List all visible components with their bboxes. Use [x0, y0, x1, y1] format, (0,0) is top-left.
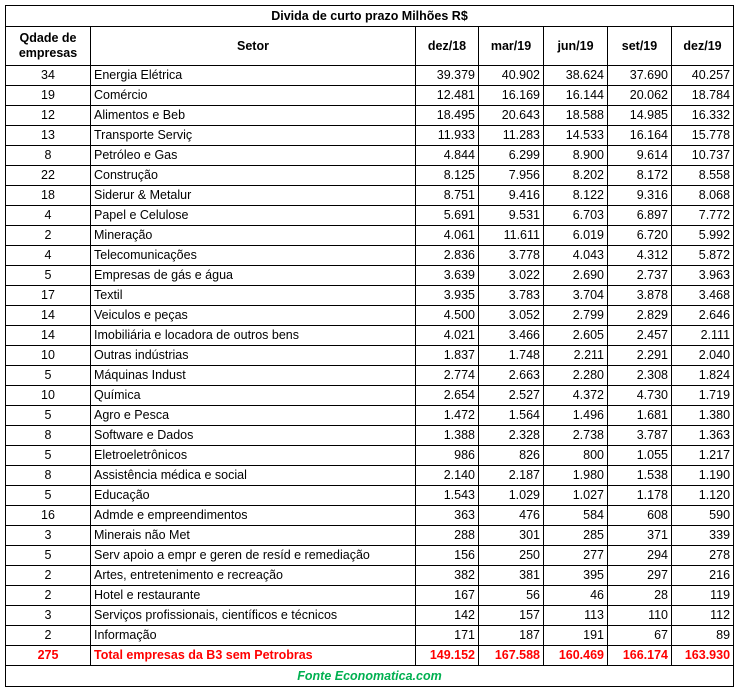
row-value: 986	[416, 446, 479, 466]
row-value: 277	[544, 546, 608, 566]
row-qty: 34	[6, 66, 91, 86]
row-value: 15.778	[672, 126, 734, 146]
row-value: 6.720	[608, 226, 672, 246]
row-qty: 16	[6, 506, 91, 526]
table-row	[6, 526, 734, 546]
row-qty: 13	[6, 126, 91, 146]
header-mar19: mar/19	[479, 27, 544, 66]
row-value: 2.111	[672, 326, 734, 346]
table-row	[6, 426, 734, 446]
row-value: 2.527	[479, 386, 544, 406]
row-value: 584	[544, 506, 608, 526]
row-value: 4.500	[416, 306, 479, 326]
row-value: 1.029	[479, 486, 544, 506]
row-value: 9.614	[608, 146, 672, 166]
table-row	[6, 486, 734, 506]
row-value: 1.564	[479, 406, 544, 426]
row-value: 14.985	[608, 106, 672, 126]
row-qty: 5	[6, 366, 91, 386]
row-value: 297	[608, 566, 672, 586]
row-sector: Hotel e restaurante	[91, 586, 416, 606]
table-row	[6, 626, 734, 646]
table-row	[6, 466, 734, 486]
row-value: 250	[479, 546, 544, 566]
table-row	[6, 286, 734, 306]
row-value: 187	[479, 626, 544, 646]
row-value: 46	[544, 586, 608, 606]
source-note: Fonte Economatica.com	[6, 666, 734, 687]
row-value: 5.872	[672, 246, 734, 266]
row-sector: Assistência médica e social	[91, 466, 416, 486]
row-value: 67	[608, 626, 672, 646]
row-value: 4.043	[544, 246, 608, 266]
row-value: 1.980	[544, 466, 608, 486]
row-sector: Informação	[91, 626, 416, 646]
row-qty: 10	[6, 346, 91, 366]
table-row	[6, 506, 734, 526]
row-value: 38.624	[544, 66, 608, 86]
row-value: 2.738	[544, 426, 608, 446]
row-qty: 12	[6, 106, 91, 126]
row-value: 5.992	[672, 226, 734, 246]
row-value: 4.312	[608, 246, 672, 266]
row-sector: Mineração	[91, 226, 416, 246]
row-value: 18.588	[544, 106, 608, 126]
row-value: 6.019	[544, 226, 608, 246]
row-value: 28	[608, 586, 672, 606]
row-value: 2.654	[416, 386, 479, 406]
row-sector: Educação	[91, 486, 416, 506]
total-row	[6, 646, 734, 666]
row-sector: Admde e empreendimentos	[91, 506, 416, 526]
row-value: 2.211	[544, 346, 608, 366]
row-value: 1.543	[416, 486, 479, 506]
table-row	[6, 306, 734, 326]
row-value: 294	[608, 546, 672, 566]
row-value: 1.027	[544, 486, 608, 506]
row-value: 2.799	[544, 306, 608, 326]
row-value: 18.495	[416, 106, 479, 126]
row-value: 3.468	[672, 286, 734, 306]
row-value: 381	[479, 566, 544, 586]
row-value: 2.280	[544, 366, 608, 386]
row-qty: 4	[6, 206, 91, 226]
total-label: Total empresas da B3 sem Petrobras	[91, 646, 416, 666]
row-value: 156	[416, 546, 479, 566]
header-row	[6, 27, 734, 66]
total-value: 163.930	[672, 646, 734, 666]
header-dez18: dez/18	[416, 27, 479, 66]
row-value: 4.730	[608, 386, 672, 406]
row-qty: 8	[6, 146, 91, 166]
header-setor: Setor	[91, 27, 416, 66]
row-value: 216	[672, 566, 734, 586]
table-title: Divida de curto prazo Milhões R$	[6, 6, 734, 27]
table-row	[6, 446, 734, 466]
row-sector: Empresas de gás e água	[91, 266, 416, 286]
row-value: 1.120	[672, 486, 734, 506]
row-value: 476	[479, 506, 544, 526]
row-value: 112	[672, 606, 734, 626]
row-value: 1.681	[608, 406, 672, 426]
row-sector: Serv apoio a empr e geren de resíd e remediação	[91, 546, 416, 566]
row-qty: 5	[6, 546, 91, 566]
row-value: 1.190	[672, 466, 734, 486]
row-value: 6.299	[479, 146, 544, 166]
row-value: 3.639	[416, 266, 479, 286]
row-value: 2.737	[608, 266, 672, 286]
row-qty: 22	[6, 166, 91, 186]
table-row	[6, 606, 734, 626]
row-sector: Química	[91, 386, 416, 406]
row-value: 37.690	[608, 66, 672, 86]
row-value: 16.144	[544, 86, 608, 106]
row-value: 12.481	[416, 86, 479, 106]
row-qty: 2	[6, 626, 91, 646]
row-value: 3.935	[416, 286, 479, 306]
row-qty: 14	[6, 306, 91, 326]
row-sector: Construção	[91, 166, 416, 186]
row-value: 14.533	[544, 126, 608, 146]
row-sector: Petróleo e Gas	[91, 146, 416, 166]
header-dez19: dez/19	[672, 27, 734, 66]
row-sector: Máquinas Indust	[91, 366, 416, 386]
total-value: 167.588	[479, 646, 544, 666]
row-value: 167	[416, 586, 479, 606]
row-value: 2.140	[416, 466, 479, 486]
row-value: 2.040	[672, 346, 734, 366]
row-value: 3.963	[672, 266, 734, 286]
row-qty: 2	[6, 226, 91, 246]
row-value: 2.291	[608, 346, 672, 366]
row-value: 40.902	[479, 66, 544, 86]
row-value: 1.538	[608, 466, 672, 486]
row-qty: 3	[6, 606, 91, 626]
row-value: 3.778	[479, 246, 544, 266]
row-value: 6.703	[544, 206, 608, 226]
header-set19: set/19	[608, 27, 672, 66]
row-value: 1.837	[416, 346, 479, 366]
row-qty: 19	[6, 86, 91, 106]
row-value: 8.900	[544, 146, 608, 166]
row-value: 301	[479, 526, 544, 546]
row-value: 2.328	[479, 426, 544, 446]
row-value: 11.611	[479, 226, 544, 246]
row-qty: 8	[6, 466, 91, 486]
debt-table	[5, 5, 734, 687]
row-sector: Telecomunicações	[91, 246, 416, 266]
row-value: 4.372	[544, 386, 608, 406]
table-row	[6, 126, 734, 146]
row-qty: 8	[6, 426, 91, 446]
row-value: 278	[672, 546, 734, 566]
row-value: 2.774	[416, 366, 479, 386]
row-value: 7.772	[672, 206, 734, 226]
table-row	[6, 346, 734, 366]
row-sector: Energia Elétrica	[91, 66, 416, 86]
table-row	[6, 146, 734, 166]
row-sector: Textil	[91, 286, 416, 306]
row-value: 4.844	[416, 146, 479, 166]
row-value: 3.466	[479, 326, 544, 346]
table-row	[6, 86, 734, 106]
row-value: 2.457	[608, 326, 672, 346]
row-value: 382	[416, 566, 479, 586]
table-row	[6, 246, 734, 266]
row-qty: 3	[6, 526, 91, 546]
row-value: 142	[416, 606, 479, 626]
row-value: 89	[672, 626, 734, 646]
row-value: 11.933	[416, 126, 479, 146]
row-value: 2.605	[544, 326, 608, 346]
row-qty: 2	[6, 566, 91, 586]
row-value: 339	[672, 526, 734, 546]
row-value: 371	[608, 526, 672, 546]
table-row	[6, 586, 734, 606]
row-value: 800	[544, 446, 608, 466]
row-sector: Papel e Celulose	[91, 206, 416, 226]
row-value: 40.257	[672, 66, 734, 86]
row-value: 171	[416, 626, 479, 646]
row-value: 1.363	[672, 426, 734, 446]
row-value: 8.125	[416, 166, 479, 186]
row-qty: 18	[6, 186, 91, 206]
row-value: 285	[544, 526, 608, 546]
row-value: 113	[544, 606, 608, 626]
row-value: 5.691	[416, 206, 479, 226]
row-value: 1.719	[672, 386, 734, 406]
row-value: 1.055	[608, 446, 672, 466]
row-value: 11.283	[479, 126, 544, 146]
row-value: 2.690	[544, 266, 608, 286]
total-value: 149.152	[416, 646, 479, 666]
row-value: 826	[479, 446, 544, 466]
row-value: 16.164	[608, 126, 672, 146]
table-row	[6, 326, 734, 346]
row-sector: Minerais não Met	[91, 526, 416, 546]
row-value: 590	[672, 506, 734, 526]
row-sector: Agro e Pesca	[91, 406, 416, 426]
row-value: 10.737	[672, 146, 734, 166]
header-jun19: jun/19	[544, 27, 608, 66]
row-value: 20.062	[608, 86, 672, 106]
row-value: 288	[416, 526, 479, 546]
row-qty: 5	[6, 486, 91, 506]
row-value: 3.022	[479, 266, 544, 286]
row-qty: 14	[6, 326, 91, 346]
row-value: 6.897	[608, 206, 672, 226]
row-value: 1.380	[672, 406, 734, 426]
row-qty: 5	[6, 446, 91, 466]
total-value: 166.174	[608, 646, 672, 666]
row-value: 1.824	[672, 366, 734, 386]
row-value: 8.558	[672, 166, 734, 186]
row-value: 1.748	[479, 346, 544, 366]
row-value: 191	[544, 626, 608, 646]
header-qdade: Qdade de empresas	[6, 27, 91, 66]
row-value: 18.784	[672, 86, 734, 106]
row-value: 9.531	[479, 206, 544, 226]
row-value: 3.787	[608, 426, 672, 446]
row-value: 363	[416, 506, 479, 526]
row-value: 1.217	[672, 446, 734, 466]
table-row	[6, 566, 734, 586]
row-qty: 17	[6, 286, 91, 306]
table-row	[6, 186, 734, 206]
row-value: 3.783	[479, 286, 544, 306]
table-row	[6, 226, 734, 246]
row-value: 16.169	[479, 86, 544, 106]
row-value: 4.061	[416, 226, 479, 246]
row-value: 608	[608, 506, 672, 526]
row-sector: Artes, entretenimento e recreação	[91, 566, 416, 586]
row-qty: 10	[6, 386, 91, 406]
row-sector: Transporte Serviç	[91, 126, 416, 146]
row-value: 2.308	[608, 366, 672, 386]
row-value: 1.178	[608, 486, 672, 506]
row-value: 119	[672, 586, 734, 606]
row-value: 110	[608, 606, 672, 626]
row-value: 8.068	[672, 186, 734, 206]
row-value: 4.021	[416, 326, 479, 346]
row-value: 8.751	[416, 186, 479, 206]
row-value: 9.316	[608, 186, 672, 206]
table-row	[6, 66, 734, 86]
table-row	[6, 166, 734, 186]
row-value: 8.172	[608, 166, 672, 186]
row-value: 2.829	[608, 306, 672, 326]
row-qty: 4	[6, 246, 91, 266]
table-body	[6, 66, 734, 646]
total-value: 160.469	[544, 646, 608, 666]
row-sector: Comércio	[91, 86, 416, 106]
table-row	[6, 266, 734, 286]
row-value: 3.052	[479, 306, 544, 326]
row-value: 3.704	[544, 286, 608, 306]
row-value: 1.496	[544, 406, 608, 426]
row-sector: Eletroeletrônicos	[91, 446, 416, 466]
row-sector: Veiculos e peças	[91, 306, 416, 326]
total-qty: 275	[6, 646, 91, 666]
row-value: 20.643	[479, 106, 544, 126]
table-row	[6, 546, 734, 566]
row-value: 8.202	[544, 166, 608, 186]
row-sector: Imobiliária e locadora de outros bens	[91, 326, 416, 346]
row-value: 9.416	[479, 186, 544, 206]
row-sector: Alimentos e Beb	[91, 106, 416, 126]
row-value: 2.663	[479, 366, 544, 386]
row-sector: Siderur & Metalur	[91, 186, 416, 206]
row-value: 157	[479, 606, 544, 626]
row-sector: Outras indústrias	[91, 346, 416, 366]
table-row	[6, 366, 734, 386]
table-row	[6, 106, 734, 126]
row-value: 3.878	[608, 286, 672, 306]
table-row	[6, 206, 734, 226]
row-value: 16.332	[672, 106, 734, 126]
row-value: 2.836	[416, 246, 479, 266]
row-value: 8.122	[544, 186, 608, 206]
row-sector: Software e Dados	[91, 426, 416, 446]
row-qty: 5	[6, 266, 91, 286]
row-sector: Serviços profissionais, científicos e técnicos	[91, 606, 416, 626]
row-value: 2.646	[672, 306, 734, 326]
row-value: 395	[544, 566, 608, 586]
table-row	[6, 406, 734, 426]
row-qty: 5	[6, 406, 91, 426]
row-value: 1.472	[416, 406, 479, 426]
row-value: 56	[479, 586, 544, 606]
row-value: 7.956	[479, 166, 544, 186]
row-value: 2.187	[479, 466, 544, 486]
row-value: 1.388	[416, 426, 479, 446]
row-value: 39.379	[416, 66, 479, 86]
table-row	[6, 386, 734, 406]
row-qty: 2	[6, 586, 91, 606]
